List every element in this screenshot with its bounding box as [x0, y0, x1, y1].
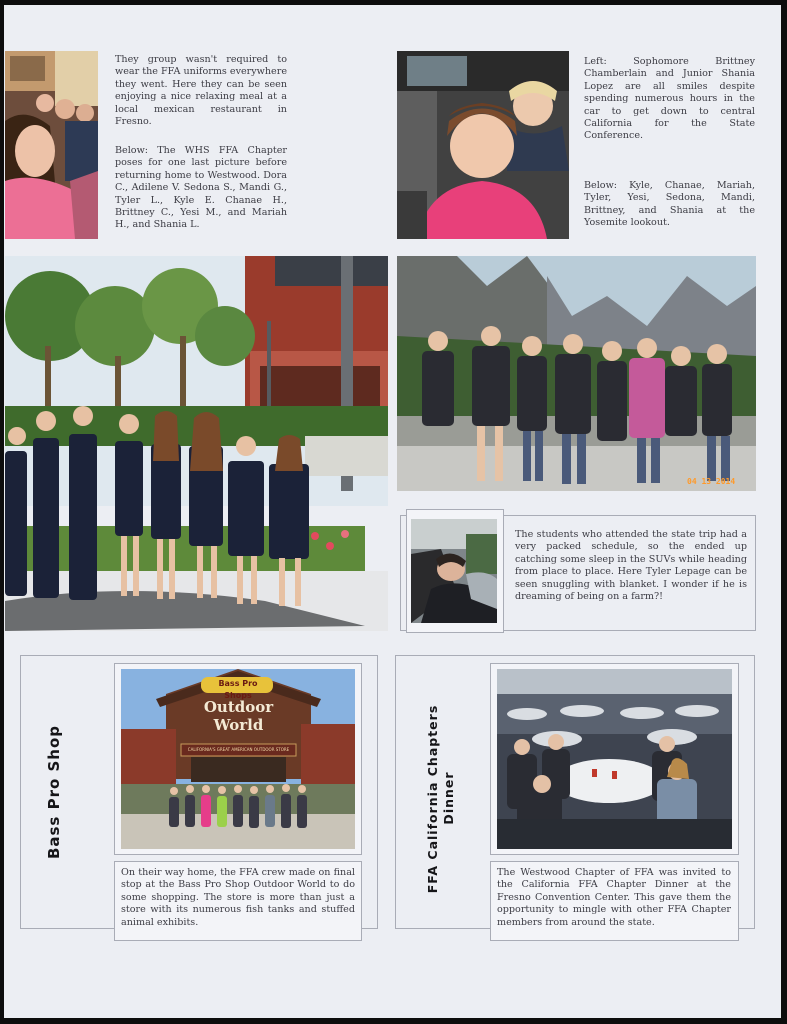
store-sign-line1: Outdoor [203, 698, 274, 716]
restaurant-photo [5, 51, 98, 239]
bass-pro-caption [121, 867, 355, 929]
yearbook-page [4, 5, 781, 1018]
yosemite-caption [584, 180, 755, 230]
store-logo-text: Bass Pro Shops [218, 679, 258, 700]
yosemite-date-stamp: 04 13 2014 [687, 477, 736, 486]
bass-pro-section-title: Bass Pro Shop [45, 724, 63, 860]
sleep-photo [411, 519, 497, 623]
dinner-section-title-line1: FFA California Chapters [425, 704, 440, 894]
dinner-caption-text: The Westwood Chapter of FFA was invited to the California FFA Chapter Dinner at the Fresno Convention Center. This gave them the opportunity to mingle with other FFA Chapter members from around the state. [497, 867, 731, 928]
car-caption-text: Left: Sophomore Brittney Chamberlain and Junior Shania Lopez are all smiles despite spending numerous hours in the car to get down to central California for the State Conference. [584, 56, 755, 142]
chapter-pose-photo [5, 256, 388, 631]
restaurant-caption [115, 54, 287, 128]
bass-pro-caption-text: On their way home, the FFA crew made on final stop at the Bass Pro Shop Outdoor World to do some shopping. The store is more than just a store with its numerous fish tanks and stuffed animal exhibits. [121, 867, 355, 928]
car-caption [584, 56, 755, 143]
store-banner-text: CALIFORNIA'S GREAT AMERICAN OUTDOOR STORE [187, 747, 290, 752]
dinner-section-title-line2: Dinner [441, 771, 456, 825]
dinner-caption [497, 867, 731, 929]
yosemite-caption-text: Below: Kyle, Chanae, Mariah, Tyler, Yesi, Sedona, Mandi, Brittney, and Shania at the Yosemite lookout. [584, 180, 755, 229]
sleep-caption-text: The students who attended the state trip had a very packed schedule, so the ended up catching some sleep in the SUVs while heading from place to place. Here Tyler Lepage can be seen snuggling with blanket. I wonder if he is dreaming of being on a farm?! [515, 529, 747, 603]
car-selfie-photo [397, 51, 569, 239]
chapter-pose-caption [115, 145, 287, 232]
dinner-photo [497, 669, 732, 849]
bass-pro-photo [121, 669, 355, 849]
chapter-pose-caption-text: Below: The WHS FFA Chapter poses for one last picture before returning home to Westwood. Dora C., Adilene V. Sedona S., Mandi G., Tyler L., Kyle E. Chanae H., Brittney C., Yesi M., and Mariah H., and Shania L. [115, 145, 287, 231]
sleep-caption [515, 529, 747, 603]
store-sign-line2: World [213, 716, 264, 734]
yosemite-photo [397, 256, 756, 491]
restaurant-caption-text: They group wasn't required to wear the FFA uniforms everywhere they went. Here they can be seen enjoying a nice relaxing meal at a local mexican restaurant in Fresno. [115, 54, 287, 128]
